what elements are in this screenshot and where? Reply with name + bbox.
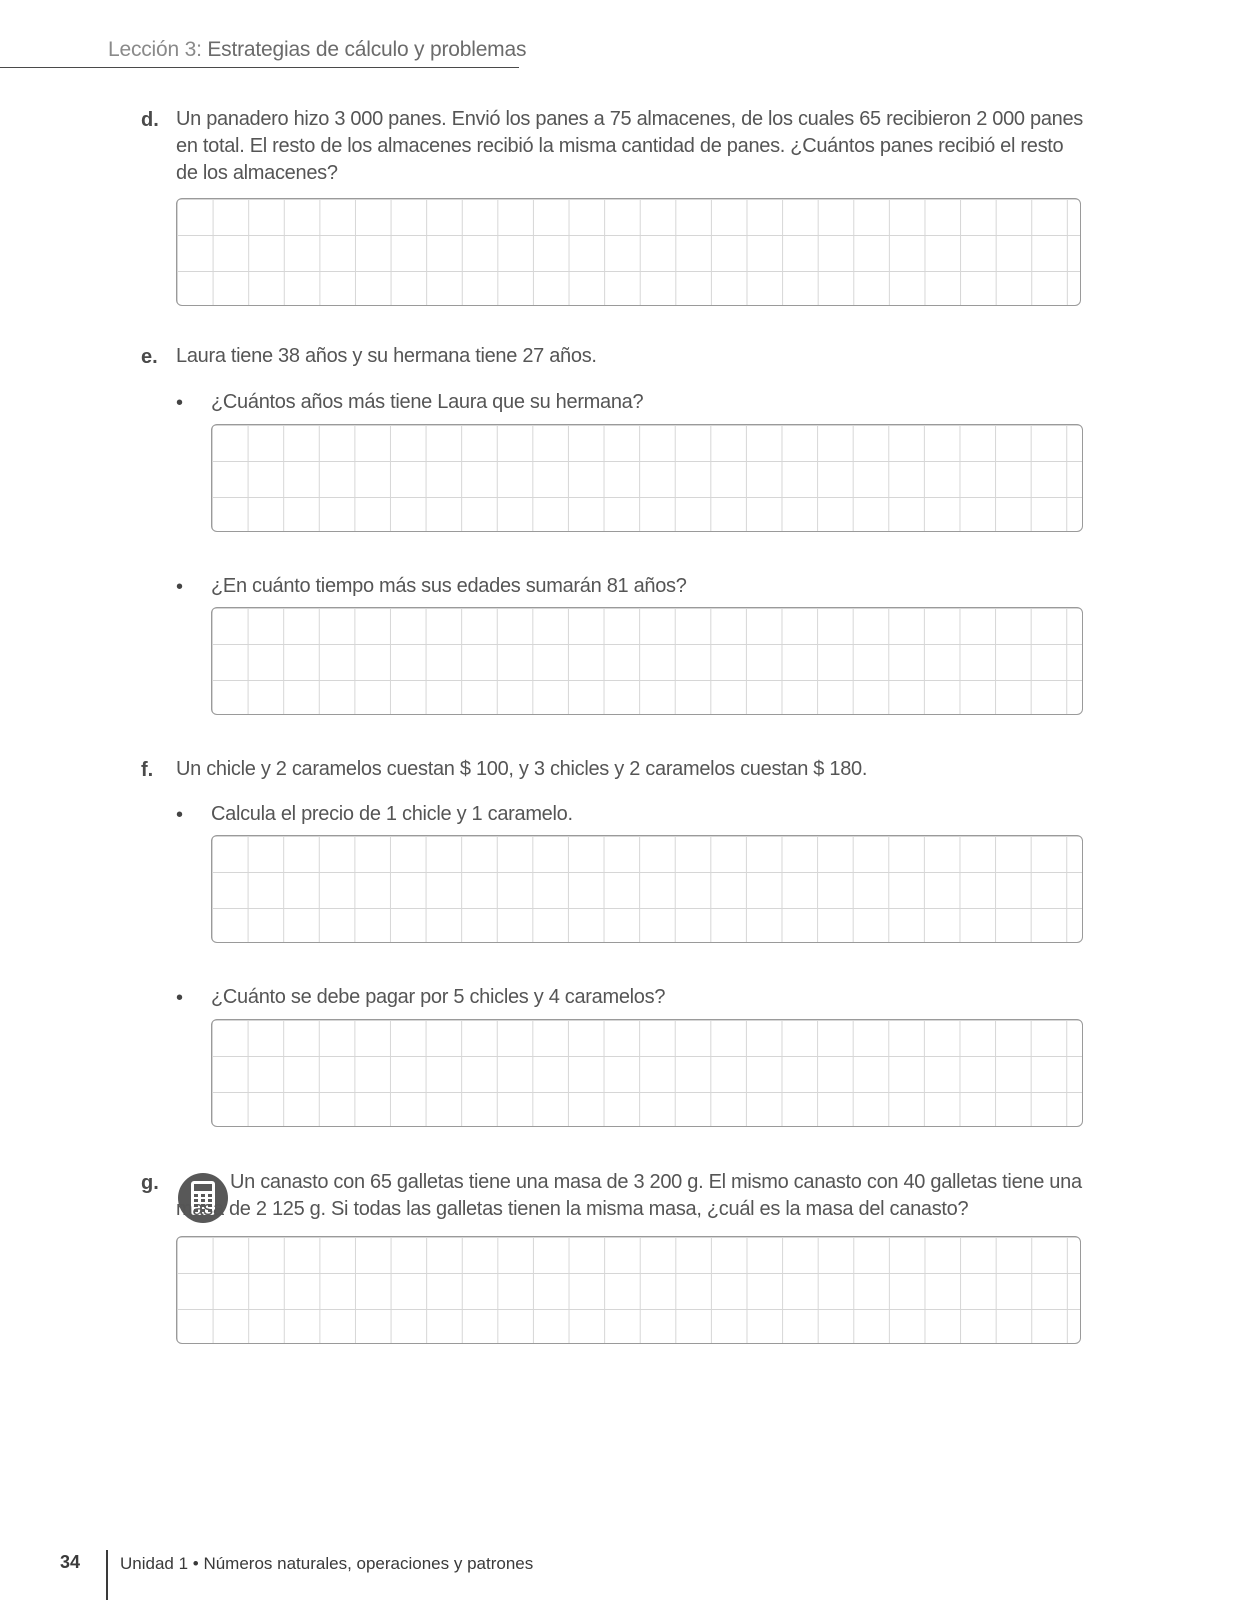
question-e-sub-2: ¿En cuánto tiempo más sus edades sumarán 81 años?	[211, 575, 687, 597]
question-g-label: g.	[141, 1172, 159, 1194]
answer-grid-d[interactable]	[176, 198, 1081, 306]
lesson-title: Estrategias de cálculo y problemas	[207, 38, 527, 61]
unit-title: Unidad 1 • Números naturales, operaciones y patrones	[120, 1554, 534, 1573]
question-f-sub-2: ¿Cuánto se debe pagar por 5 chicles y 4 caramelos?	[211, 986, 666, 1008]
bullet-marker: •	[176, 576, 184, 598]
answer-grid-f-2[interactable]	[211, 1019, 1083, 1127]
answer-grid-f-1[interactable]	[211, 835, 1083, 943]
footer-divider	[106, 1550, 108, 1600]
bullet-marker: •	[176, 804, 184, 826]
question-g-line-2: masa de 2 125 g. Si todas las galletas tienen la misma masa, ¿cuál es la masa del canasto?	[176, 1198, 969, 1220]
question-d-line-1: Un panadero hizo 3 000 panes. Envió los panes a 75 almacenes, de los cuales 65 recibieron 2 000 panes	[176, 108, 1084, 130]
question-e-label: e.	[141, 346, 158, 368]
question-d-line-2: en total. El resto de los almacenes recibió la misma cantidad de panes. ¿Cuántos panes recibió el resto	[176, 135, 1064, 157]
answer-grid-e-1[interactable]	[211, 424, 1083, 532]
bullet-marker: •	[176, 987, 184, 1009]
answer-grid-g[interactable]	[176, 1236, 1081, 1344]
question-f-label: f.	[141, 759, 154, 781]
question-e-text: Laura tiene 38 años y su hermana tiene 27 años.	[176, 345, 597, 367]
question-f-text: Un chicle y 2 caramelos cuestan $ 100, y 3 chicles y 2 caramelos cuestan $ 180.	[176, 758, 868, 780]
header-divider	[0, 67, 519, 68]
question-d-label: d.	[141, 109, 159, 131]
question-d-text	[176, 106, 1083, 187]
question-f-sub-1: Calcula el precio de 1 chicle y 1 caramelo.	[211, 803, 573, 825]
question-d-line-3: de los almacenes?	[176, 162, 338, 184]
page-number: 34	[60, 1552, 81, 1572]
question-e-sub-1: ¿Cuántos años más tiene Laura que su hermana?	[211, 391, 644, 413]
page-header	[108, 38, 526, 62]
answer-grid-e-2[interactable]	[211, 607, 1083, 715]
lesson-label: Lección 3:	[108, 38, 202, 61]
bullet-marker: •	[176, 392, 184, 414]
question-g-line-1: Un canasto con 65 galletas tiene una masa de 3 200 g. El mismo canasto con 40 galletas tiene una	[230, 1171, 1082, 1193]
